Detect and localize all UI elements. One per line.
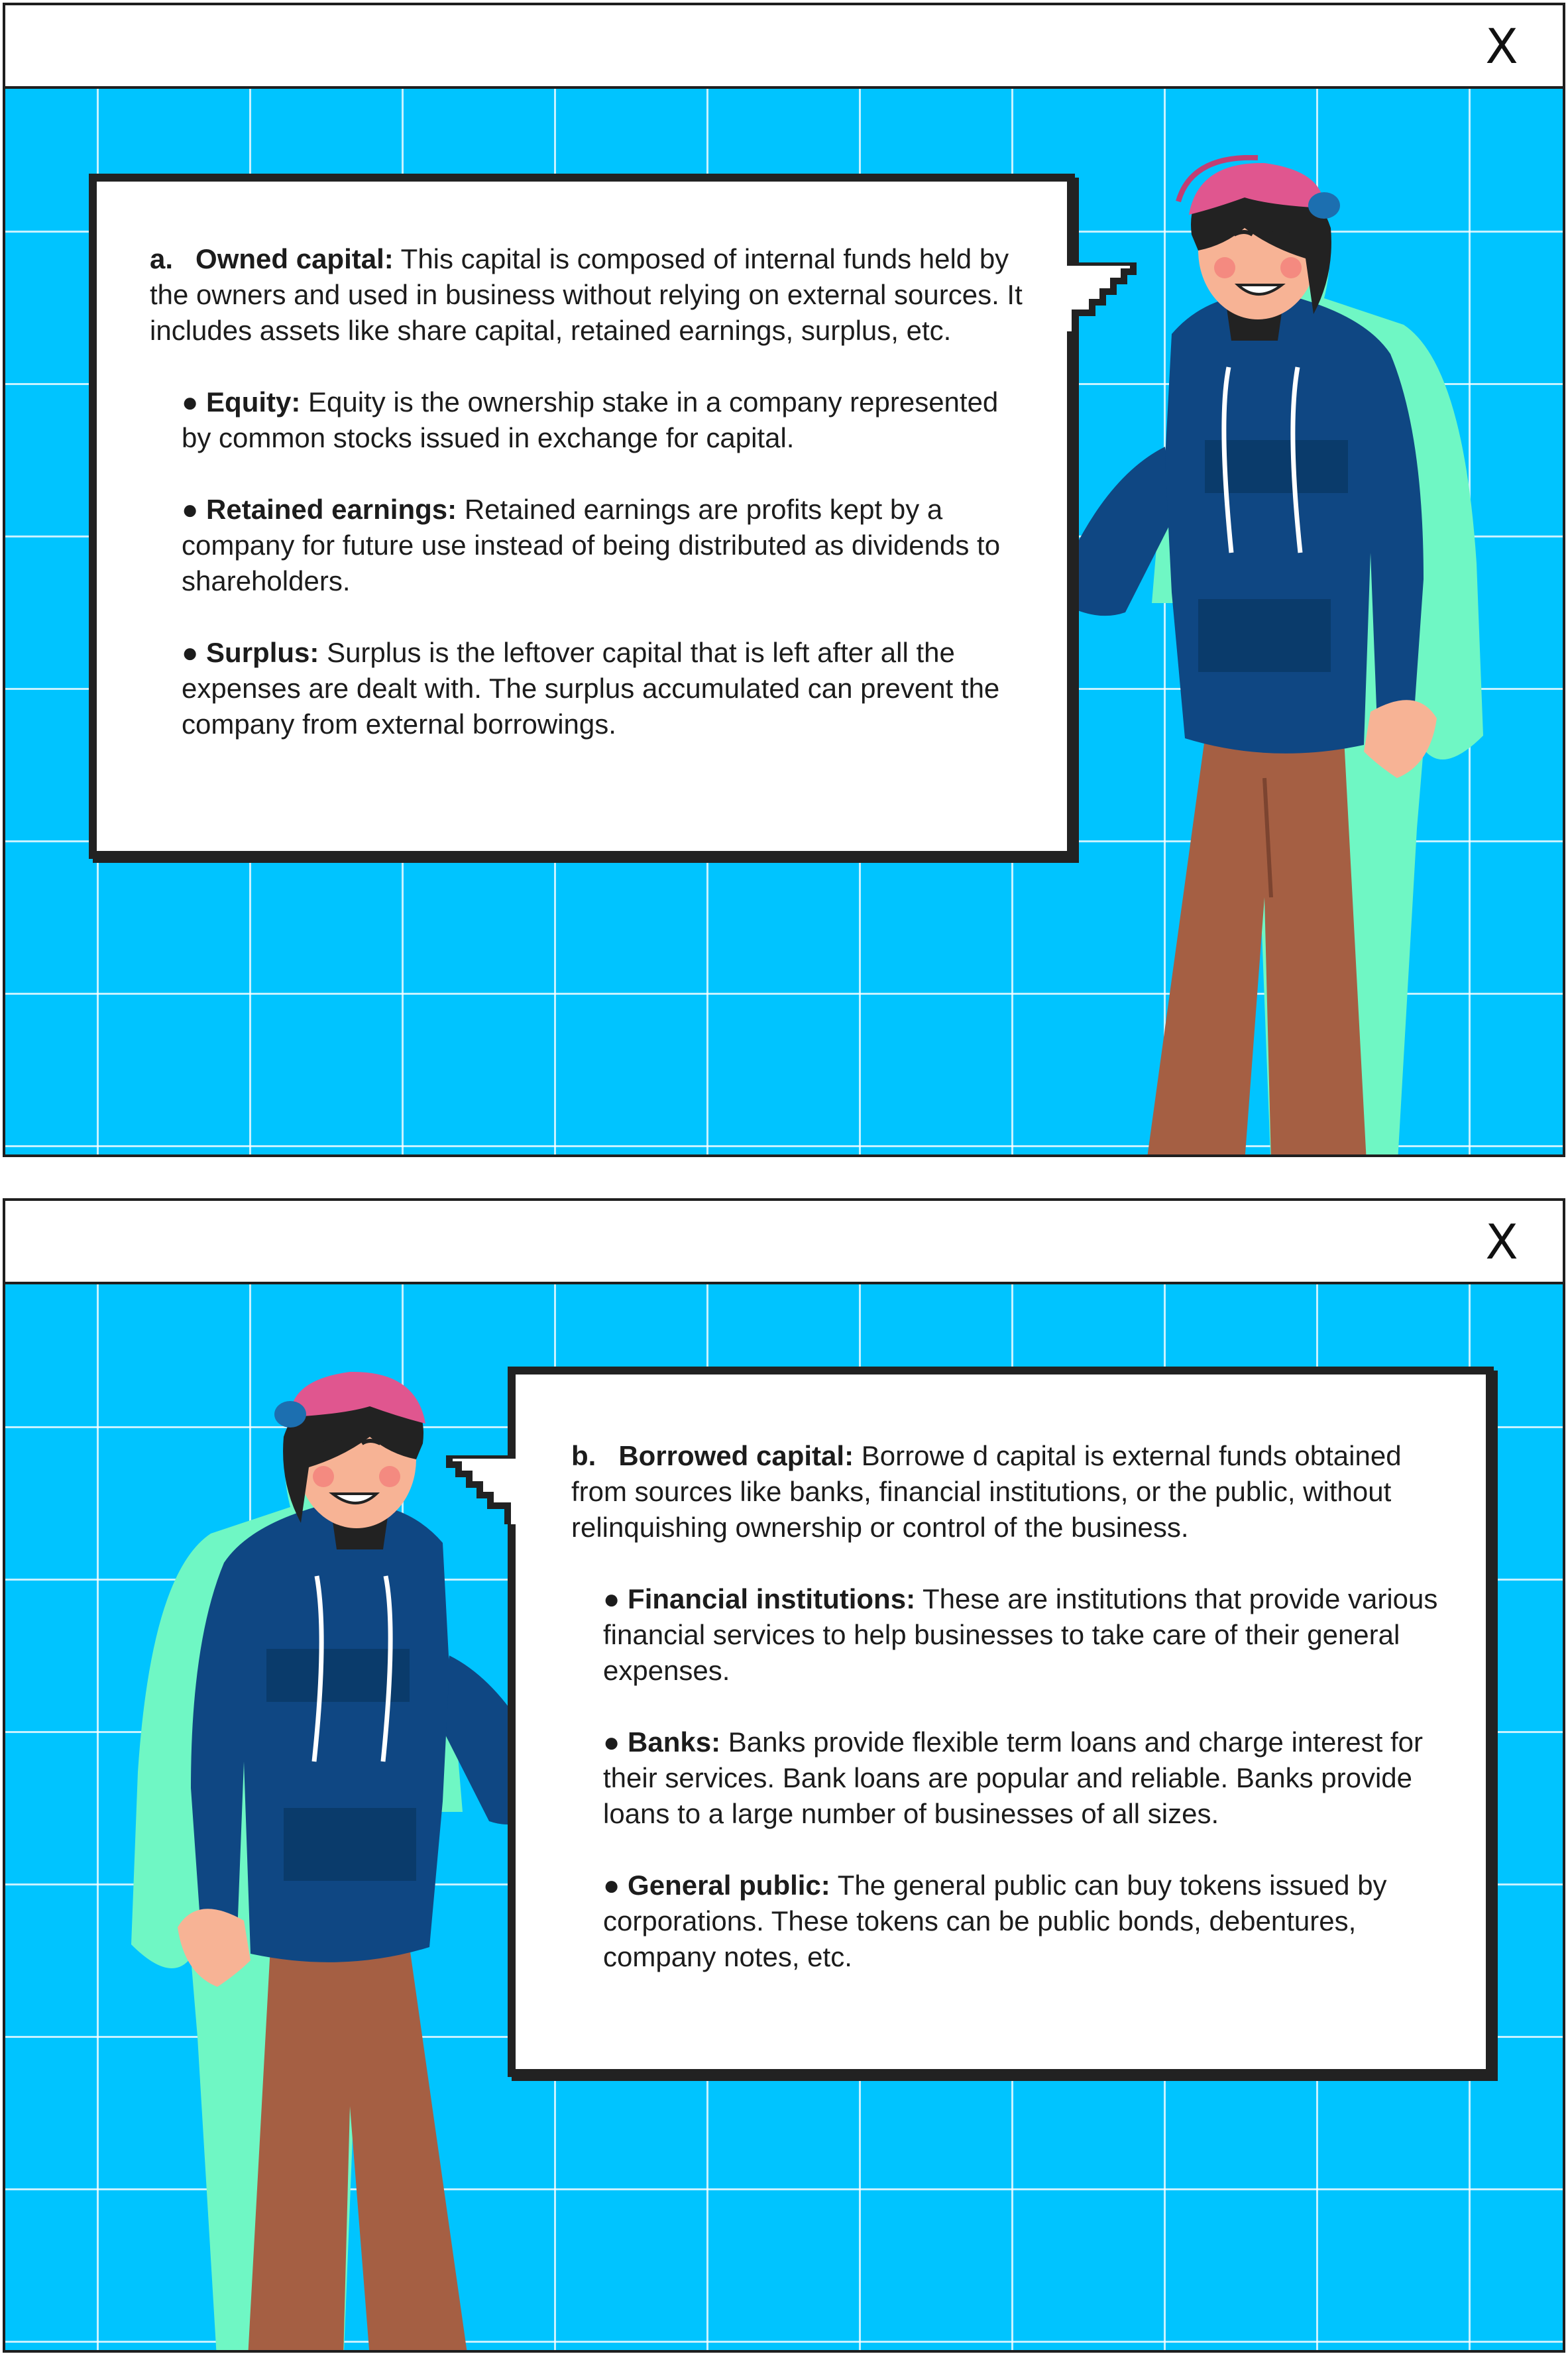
hoodie bbox=[191, 1502, 449, 1962]
item-term: Banks: bbox=[628, 1726, 721, 1758]
section-paragraph bbox=[150, 241, 1031, 349]
list-item: ● Retained earnings: Retained earnings are profits kept by a company for future use instead of being distributed as dividends to shareholders. bbox=[182, 494, 1001, 596]
window-canvas bbox=[5, 1284, 1563, 2350]
bubble-content bbox=[150, 241, 1031, 742]
list-item: ● Surplus: Surplus is the leftover capital that is left after all the expenses are dealt with. The surplus accumulated can prevent the company from external borrowings. bbox=[182, 637, 1000, 740]
popup-window-borrowed-capital bbox=[3, 1198, 1565, 2353]
item-term: General public: bbox=[628, 1870, 830, 1901]
item-term: Surplus: bbox=[206, 637, 319, 668]
close-icon[interactable]: X bbox=[1485, 1214, 1518, 1270]
item-term: Retained earnings: bbox=[206, 494, 457, 525]
item-text: Surplus is the leftover capital that is left after all the expenses are dealt with. The surplus accumulated can prevent the company from external borrowings. bbox=[182, 637, 1000, 740]
item-text: Retained earnings are profits kept by a company for future use instead of being distributed as dividends to shareholders. bbox=[182, 494, 1001, 596]
pants bbox=[248, 1947, 468, 2353]
list-item: ● Equity: Equity is the ownership stake in a company represented by common stocks issued in exchange for capital. bbox=[182, 386, 999, 453]
bubble-content bbox=[571, 1438, 1453, 1975]
item-text: Equity is the ownership stake in a company represented by common stocks issued in exchange for capital. bbox=[182, 386, 999, 453]
close-icon[interactable]: X bbox=[1485, 19, 1518, 74]
speech-bubble-tail bbox=[441, 1455, 516, 1524]
hoodie bbox=[1165, 294, 1424, 754]
popup-window-owned-capital bbox=[3, 3, 1565, 1157]
section-text: Borrowe d capital is external funds obtained from sources like banks, financial institutions, or the public, without relinquishing ownership or control of the business. bbox=[571, 1440, 1402, 1543]
list-item: ● General public: The general public can buy tokens issued by corporations. These tokens can be public bonds, debentures, company notes, etc. bbox=[603, 1870, 1387, 1972]
section-heading: Borrowed capital: bbox=[618, 1440, 854, 1471]
section-text: This capital is composed of internal funds held by the owners and used in business without relying on external sources. It includes assets like share capital, retained earnings, surplus, etc. bbox=[150, 243, 1023, 346]
section-paragraph bbox=[571, 1438, 1453, 1545]
window-canvas bbox=[5, 89, 1563, 1154]
window-titlebar bbox=[5, 5, 1563, 89]
item-text: The general public can buy tokens issued by corporations. These tokens can be public bonds, debentures, company notes, etc. bbox=[603, 1870, 1387, 1972]
item-text: Banks provide flexible term loans and charge interest for their services. Bank loans are popular and reliable. Banks provide loans to a large number of businesses of all sizes. bbox=[603, 1726, 1423, 1829]
item-term: Equity: bbox=[206, 386, 301, 418]
speech-bubble-tail bbox=[1067, 262, 1141, 331]
pants bbox=[1147, 738, 1367, 1157]
section-letter: b. bbox=[571, 1440, 596, 1471]
hoodie-pocket bbox=[1198, 599, 1331, 672]
section-letter: a. bbox=[150, 243, 174, 274]
section-heading: Owned capital: bbox=[196, 243, 394, 274]
list-item: ● Banks: Banks provide flexible term loans and charge interest for their services. Bank loans are popular and reliable. Banks provide loans to a large number of businesses of all sizes. bbox=[603, 1726, 1423, 1829]
item-text: These are institutions that provide various financial services to help businesses to take care of their general expenses. bbox=[603, 1583, 1438, 1686]
list-item: ● Financial institutions: These are institutions that provide various financial services to help businesses to take care of their general expenses. bbox=[603, 1583, 1438, 1686]
window-titlebar bbox=[5, 1201, 1563, 1284]
item-term: Financial institutions: bbox=[628, 1583, 916, 1614]
